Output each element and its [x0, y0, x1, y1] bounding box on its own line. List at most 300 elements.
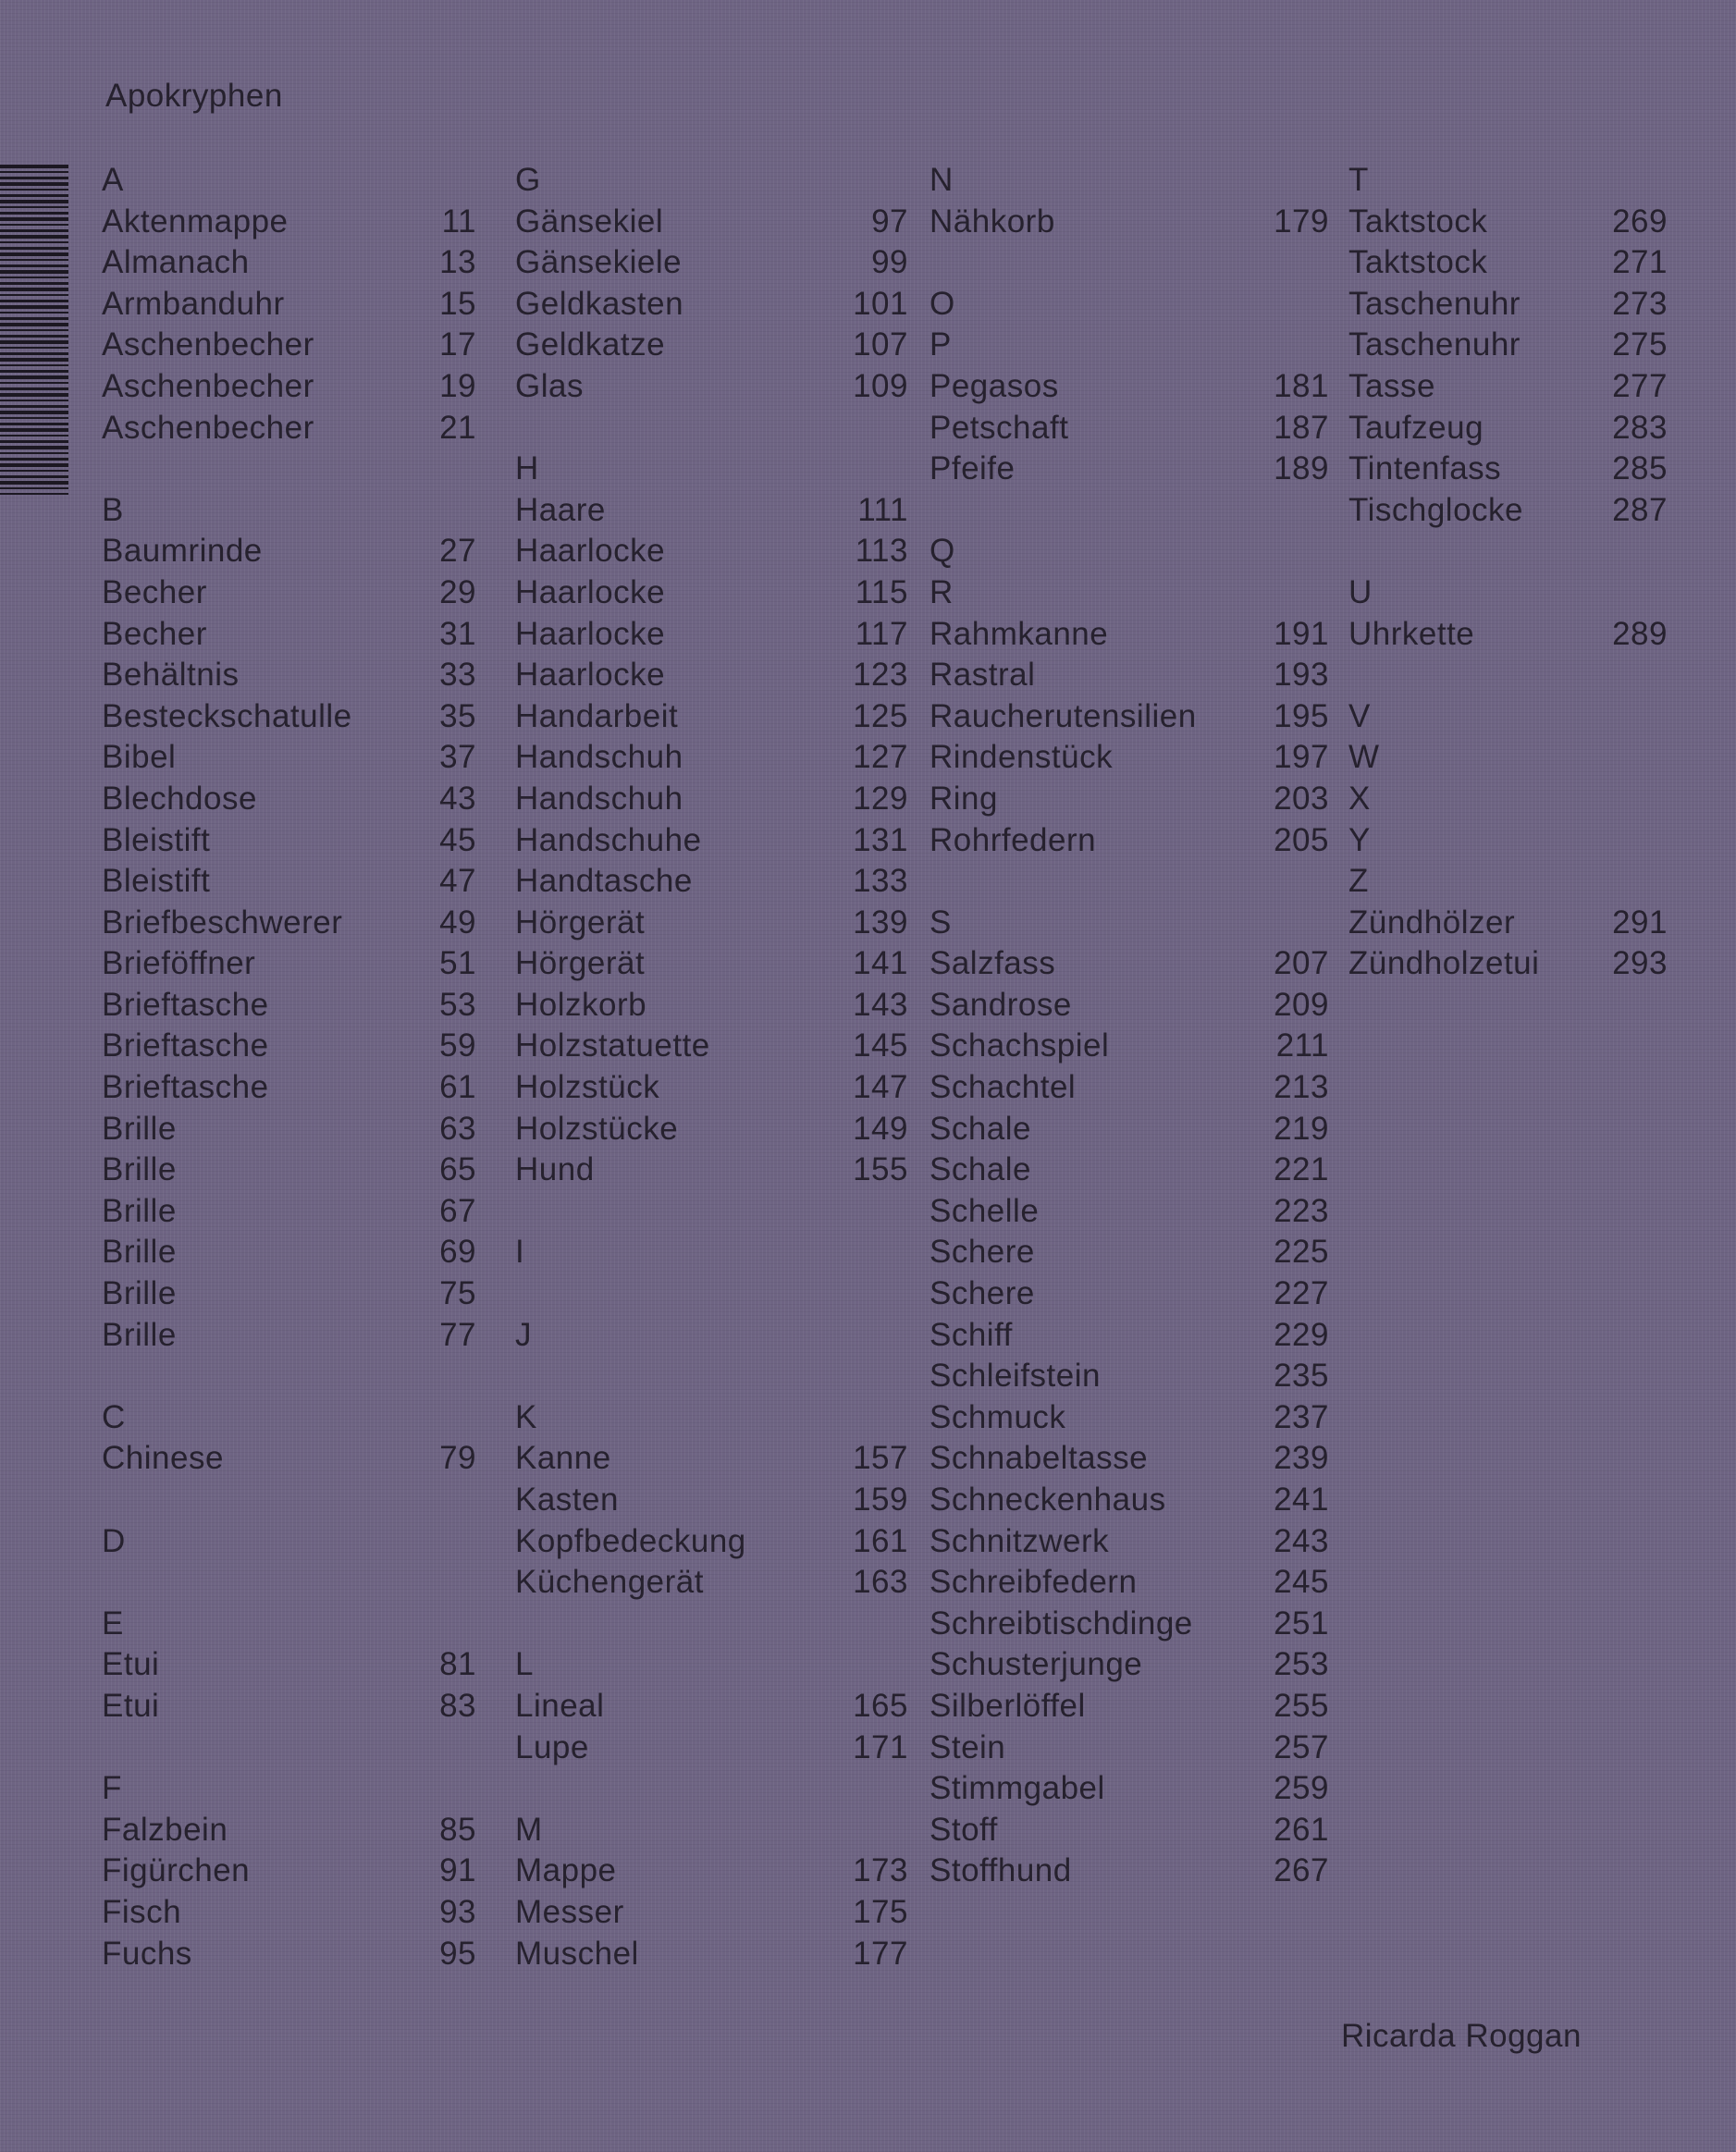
entry-name: Gänsekiel	[515, 203, 664, 240]
index-entry	[515, 531, 908, 572]
entry-page: 79	[439, 1440, 476, 1477]
entry-name: Silberlöffel	[930, 1687, 1086, 1724]
entry-name: Almanach	[102, 244, 250, 281]
entry-page: 49	[439, 904, 476, 941]
entry-page: 107	[853, 326, 908, 363]
index-entry	[102, 737, 476, 779]
entry-name: Lupe	[515, 1728, 589, 1765]
group-spacer	[515, 1604, 908, 1645]
index-letter: H	[515, 450, 539, 487]
entry-name: Taufzeug	[1348, 409, 1484, 446]
entry-page: 139	[853, 904, 908, 941]
index-entry	[515, 284, 908, 326]
entry-name: Handarbeit	[515, 697, 679, 734]
entry-page: 245	[1274, 1564, 1329, 1601]
index-letter: C	[102, 1398, 126, 1435]
entry-name: Schnitzwerk	[930, 1522, 1110, 1559]
index-entry	[102, 1026, 476, 1067]
index-column-4	[1348, 160, 1668, 985]
index-entry	[930, 1851, 1329, 1892]
entry-name: Brille	[102, 1234, 177, 1271]
index-entry	[515, 1934, 908, 1975]
entry-name: Holzstücke	[515, 1110, 679, 1147]
entry-name: Aktenmappe	[102, 203, 289, 240]
entry-name: Hörgerät	[515, 945, 646, 982]
entry-name: Falzbein	[102, 1811, 228, 1848]
entry-page: 45	[439, 821, 476, 858]
entry-page: 285	[1612, 450, 1668, 487]
entry-page: 157	[853, 1440, 908, 1477]
index-letter: M	[515, 1811, 543, 1848]
index-entry	[102, 202, 476, 243]
index-letter: Z	[1348, 863, 1369, 900]
entry-page: 95	[439, 1935, 476, 1972]
index-entry	[102, 284, 476, 326]
entry-name: Kanne	[515, 1440, 611, 1477]
index-entry	[930, 1026, 1329, 1067]
index-entry	[515, 737, 908, 779]
entry-page: 259	[1274, 1770, 1329, 1807]
entry-name: Küchengerät	[515, 1564, 704, 1601]
entry-name: Besteckschatulle	[102, 697, 352, 734]
entry-name: Haarlocke	[515, 573, 666, 610]
entry-page: 171	[853, 1728, 908, 1765]
entry-name: Messer	[515, 1893, 624, 1930]
entry-name: Pegasos	[930, 367, 1059, 404]
entry-name: Haarlocke	[515, 657, 666, 694]
index-entry	[930, 1521, 1329, 1563]
index-entry	[515, 1067, 908, 1109]
entry-page: 277	[1612, 367, 1668, 404]
entry-page: 53	[439, 986, 476, 1023]
entry-name: Salzfass	[930, 945, 1056, 982]
entry-page: 145	[853, 1027, 908, 1064]
index-entry	[1348, 449, 1668, 490]
index-entry	[930, 655, 1329, 696]
entry-name: Geldkasten	[515, 285, 684, 322]
entry-page: 205	[1274, 821, 1329, 858]
index-entry	[102, 861, 476, 903]
entry-page: 63	[439, 1110, 476, 1147]
entry-page: 27	[439, 533, 476, 570]
entry-page: 37	[439, 739, 476, 776]
group-spacer	[930, 861, 1329, 903]
index-letter: A	[102, 162, 124, 198]
entry-name: Haare	[515, 491, 606, 528]
entry-page: 17	[439, 326, 476, 363]
index-letter: G	[515, 162, 541, 198]
entry-name: Schreibfedern	[930, 1564, 1138, 1601]
entry-name: Schere	[930, 1275, 1035, 1312]
entry-name: Rastral	[930, 657, 1036, 694]
entry-page: 47	[439, 863, 476, 900]
index-entry	[1348, 490, 1668, 532]
index-entry	[515, 1150, 908, 1191]
entry-page: 177	[853, 1935, 908, 1972]
entry-page: 77	[439, 1316, 476, 1353]
entry-page: 283	[1612, 409, 1668, 446]
entry-page: 131	[853, 821, 908, 858]
entry-name: Stoffhund	[930, 1852, 1072, 1889]
entry-page: 291	[1612, 904, 1668, 941]
index-entry	[102, 696, 476, 738]
entry-name: Stimmgabel	[930, 1770, 1105, 1807]
index-letter: O	[930, 285, 955, 322]
entry-name: Aschenbecher	[102, 367, 314, 404]
entry-page: 275	[1612, 326, 1668, 363]
entry-name: Schreibtischdinge	[930, 1605, 1193, 1642]
entry-name: Aschenbecher	[102, 409, 314, 446]
entry-page: 203	[1274, 780, 1329, 817]
entry-name: Bibel	[102, 739, 177, 776]
index-entry	[930, 1356, 1329, 1397]
index-letter: R	[930, 573, 954, 610]
entry-name: Stoff	[930, 1811, 998, 1848]
entry-page: 269	[1612, 203, 1668, 240]
index-entry	[930, 614, 1329, 656]
index-letter: W	[1348, 739, 1380, 776]
entry-name: Figürchen	[102, 1852, 251, 1889]
group-spacer	[515, 1768, 908, 1810]
book-title: Apokryphen	[105, 78, 283, 114]
index-entry	[515, 1438, 908, 1480]
entry-page: 111	[857, 491, 908, 528]
entry-page: 43	[439, 780, 476, 817]
group-spacer	[1348, 531, 1668, 572]
index-entry	[930, 1438, 1329, 1480]
entry-page: 133	[853, 863, 908, 900]
entry-page: 93	[439, 1893, 476, 1930]
entry-page: 99	[871, 244, 908, 281]
index-entry	[930, 408, 1329, 449]
entry-name: Armbanduhr	[102, 285, 285, 322]
entry-name: Raucherutensilien	[930, 697, 1197, 734]
index-entry	[102, 1315, 476, 1357]
entry-name: Etui	[102, 1687, 160, 1724]
entry-page: 257	[1274, 1728, 1329, 1765]
index-entry	[930, 943, 1329, 985]
entry-name: Schale	[930, 1110, 1032, 1147]
entry-page: 287	[1612, 491, 1668, 528]
entry-name: Glas	[515, 367, 584, 404]
entry-page: 223	[1274, 1192, 1329, 1229]
index-column-3	[930, 160, 1329, 1892]
entry-page: 61	[439, 1069, 476, 1106]
index-entry	[930, 1562, 1329, 1604]
entry-page: 271	[1612, 244, 1668, 281]
entry-page: 289	[1612, 615, 1668, 652]
entry-name: Hund	[515, 1151, 595, 1188]
index-entry	[930, 985, 1329, 1027]
index-entry	[930, 366, 1329, 408]
entry-page: 229	[1274, 1316, 1329, 1353]
index-entry	[102, 943, 476, 985]
entry-page: 31	[439, 615, 476, 652]
entry-page: 29	[439, 573, 476, 610]
index-entry	[102, 1232, 476, 1273]
index-entry	[930, 1644, 1329, 1686]
index-entry	[102, 1851, 476, 1892]
index-letter: B	[102, 491, 124, 528]
entry-page: 51	[439, 945, 476, 982]
index-entry	[515, 903, 908, 944]
entry-page: 251	[1274, 1605, 1329, 1642]
entry-name: Schusterjunge	[930, 1646, 1143, 1683]
entry-name: Schnabeltasse	[930, 1440, 1149, 1477]
entry-page: 159	[853, 1482, 908, 1518]
index-entry	[102, 903, 476, 944]
entry-name: Behältnis	[102, 657, 240, 694]
index-entry	[515, 943, 908, 985]
entry-name: Blechdose	[102, 780, 257, 817]
entry-page: 179	[1274, 203, 1329, 240]
entry-page: 81	[439, 1646, 476, 1683]
entry-name: Brille	[102, 1316, 177, 1353]
entry-page: 35	[439, 697, 476, 734]
entry-page: 239	[1274, 1440, 1329, 1477]
index-letter: D	[102, 1522, 126, 1559]
entry-name: Becher	[102, 615, 207, 652]
index-entry	[930, 820, 1329, 862]
entry-name: Rindenstück	[930, 739, 1114, 776]
entry-name: Chinese	[102, 1440, 224, 1477]
index-entry	[515, 655, 908, 696]
entry-name: Tasse	[1348, 367, 1435, 404]
entry-name: Schiff	[930, 1316, 1013, 1353]
entry-page: 109	[853, 367, 908, 404]
entry-name: Tintenfass	[1348, 450, 1502, 487]
index-letter: L	[515, 1646, 534, 1683]
entry-name: Schachspiel	[930, 1027, 1110, 1064]
entry-page: 235	[1274, 1358, 1329, 1395]
entry-name: Tischglocke	[1348, 491, 1523, 528]
index-entry	[515, 490, 908, 532]
entry-name: Taktstock	[1348, 203, 1488, 240]
index-entry	[1348, 366, 1668, 408]
entry-page: 141	[853, 945, 908, 982]
entry-page: 173	[853, 1852, 908, 1889]
index-entry	[102, 1438, 476, 1480]
group-spacer	[102, 1356, 476, 1397]
entry-page: 33	[439, 657, 476, 694]
index-entry	[515, 366, 908, 408]
entry-name: Petschaft	[930, 409, 1069, 446]
index-letter: T	[1348, 162, 1369, 198]
entry-page: 293	[1612, 945, 1668, 982]
index-letter: S	[930, 904, 952, 941]
entry-page: 59	[439, 1027, 476, 1064]
index-entry	[102, 1686, 476, 1728]
entry-page: 255	[1274, 1687, 1329, 1724]
entry-page: 225	[1274, 1234, 1329, 1271]
index-letter: V	[1348, 697, 1371, 734]
entry-name: Briefbeschwerer	[102, 904, 343, 941]
entry-page: 97	[871, 203, 908, 240]
entry-page: 197	[1274, 739, 1329, 776]
entry-name: Stein	[930, 1728, 1006, 1765]
entry-name: Etui	[102, 1646, 160, 1683]
entry-name: Baumrinde	[102, 533, 263, 570]
entry-name: Brieftasche	[102, 1027, 269, 1064]
entry-page: 85	[439, 1811, 476, 1848]
entry-name: Brieföffner	[102, 945, 256, 982]
entry-page: 221	[1274, 1151, 1329, 1188]
index-entry	[1348, 242, 1668, 284]
index-entry	[930, 696, 1329, 738]
entry-page: 129	[853, 780, 908, 817]
entry-page: 253	[1274, 1646, 1329, 1683]
entry-page: 13	[439, 244, 476, 281]
entry-name: Brille	[102, 1192, 177, 1229]
entry-name: Zündholzetui	[1348, 945, 1540, 982]
index-entry	[515, 1026, 908, 1067]
index-entry	[930, 1604, 1329, 1645]
entry-name: Hörgerät	[515, 904, 646, 941]
entry-page: 193	[1274, 657, 1329, 694]
entry-page: 161	[853, 1522, 908, 1559]
entry-page: 113	[855, 533, 908, 570]
index-letter: N	[930, 162, 954, 198]
index-letter: I	[515, 1234, 525, 1271]
entry-name: Bleistift	[102, 821, 211, 858]
entry-name: Aschenbecher	[102, 326, 314, 363]
entry-name: Brille	[102, 1151, 177, 1188]
entry-name: Sandrose	[930, 986, 1072, 1023]
entry-name: Zündhölzer	[1348, 904, 1516, 941]
index-letter: P	[930, 326, 952, 363]
entry-page: 65	[439, 1151, 476, 1188]
entry-page: 211	[1275, 1027, 1329, 1064]
index-entry	[102, 655, 476, 696]
index-entry	[515, 696, 908, 738]
entry-page: 21	[439, 409, 476, 446]
index-entry	[515, 614, 908, 656]
index-letter: U	[1348, 573, 1373, 610]
index-entry	[102, 985, 476, 1027]
index-entry	[1348, 325, 1668, 366]
index-entry	[515, 985, 908, 1027]
entry-name: Schleifstein	[930, 1358, 1101, 1395]
index-entry	[515, 861, 908, 903]
group-spacer	[515, 1191, 908, 1233]
entry-name: Brieftasche	[102, 986, 269, 1023]
entry-name: Handschuh	[515, 739, 683, 776]
entry-name: Fisch	[102, 1893, 182, 1930]
index-entry	[1348, 903, 1668, 944]
entry-page: 181	[1274, 367, 1329, 404]
group-spacer	[102, 449, 476, 490]
index-entry	[515, 572, 908, 614]
index-entry	[515, 779, 908, 820]
index-column-1	[102, 160, 476, 1974]
entry-name: Geldkatze	[515, 326, 666, 363]
entry-name: Handschuhe	[515, 821, 702, 858]
index-entry	[102, 572, 476, 614]
index-letter: F	[102, 1770, 122, 1807]
index-entry	[515, 1480, 908, 1521]
index-column-2	[515, 160, 908, 1974]
entry-page: 175	[853, 1893, 908, 1930]
entry-page: 191	[1274, 615, 1329, 652]
entry-page: 227	[1274, 1275, 1329, 1312]
index-entry	[930, 1191, 1329, 1233]
entry-page: 125	[853, 697, 908, 734]
index-entry	[930, 1067, 1329, 1109]
index-entry	[930, 779, 1329, 820]
entry-page: 69	[439, 1234, 476, 1271]
index-entry	[930, 1273, 1329, 1315]
index-entry	[102, 1934, 476, 1975]
group-spacer	[930, 490, 1329, 532]
index-entry	[930, 1315, 1329, 1357]
entry-name: Holzstück	[515, 1069, 660, 1106]
entry-name: Brille	[102, 1275, 177, 1312]
entry-name: Holzstatuette	[515, 1027, 710, 1064]
entry-page: 163	[853, 1564, 908, 1601]
entry-name: Holzkorb	[515, 986, 647, 1023]
entry-name: Mappe	[515, 1852, 617, 1889]
index-entry	[102, 366, 476, 408]
index-entry	[102, 1644, 476, 1686]
entry-page: 149	[853, 1110, 908, 1147]
index-entry	[102, 1892, 476, 1934]
index-entry	[515, 1109, 908, 1150]
index-letter: K	[515, 1398, 537, 1435]
entry-page: 273	[1612, 285, 1668, 322]
index-entry	[930, 1232, 1329, 1273]
entry-name: Haarlocke	[515, 615, 666, 652]
index-entry	[102, 1109, 476, 1150]
index-entry	[930, 1397, 1329, 1439]
entry-name: Schere	[930, 1234, 1035, 1271]
entry-page: 83	[439, 1687, 476, 1724]
index-entry	[930, 1480, 1329, 1521]
entry-page: 243	[1274, 1522, 1329, 1559]
entry-page: 123	[853, 657, 908, 694]
index-entry	[515, 1728, 908, 1769]
entry-page: 261	[1274, 1811, 1329, 1848]
entry-name: Taschenuhr	[1348, 285, 1521, 322]
entry-name: Handschuh	[515, 780, 683, 817]
index-entry	[1348, 614, 1668, 656]
entry-name: Schachtel	[930, 1069, 1077, 1106]
entry-page: 165	[853, 1687, 908, 1724]
entry-page: 213	[1274, 1069, 1329, 1106]
entry-name: Kopfbedeckung	[515, 1522, 746, 1559]
entry-name: Uhrkette	[1348, 615, 1475, 652]
entry-page: 219	[1274, 1110, 1329, 1147]
entry-page: 75	[439, 1275, 476, 1312]
entry-page: 101	[853, 285, 908, 322]
index-entry	[930, 1768, 1329, 1810]
index-entry	[1348, 284, 1668, 326]
entry-page: 117	[855, 615, 908, 652]
entry-name: Kasten	[515, 1482, 619, 1518]
index-letter: Q	[930, 533, 955, 570]
entry-name: Handtasche	[515, 863, 693, 900]
entry-name: Schale	[930, 1151, 1032, 1188]
entry-page: 195	[1274, 697, 1329, 734]
group-spacer	[1348, 655, 1668, 696]
entry-page: 209	[1274, 986, 1329, 1023]
entry-name: Schneckenhaus	[930, 1482, 1166, 1518]
index-entry	[102, 614, 476, 656]
index-entry	[102, 779, 476, 820]
entry-page: 11	[441, 203, 476, 240]
entry-name: Nähkorb	[930, 203, 1055, 240]
entry-name: Taschenuhr	[1348, 326, 1521, 363]
index-entry	[102, 1150, 476, 1191]
